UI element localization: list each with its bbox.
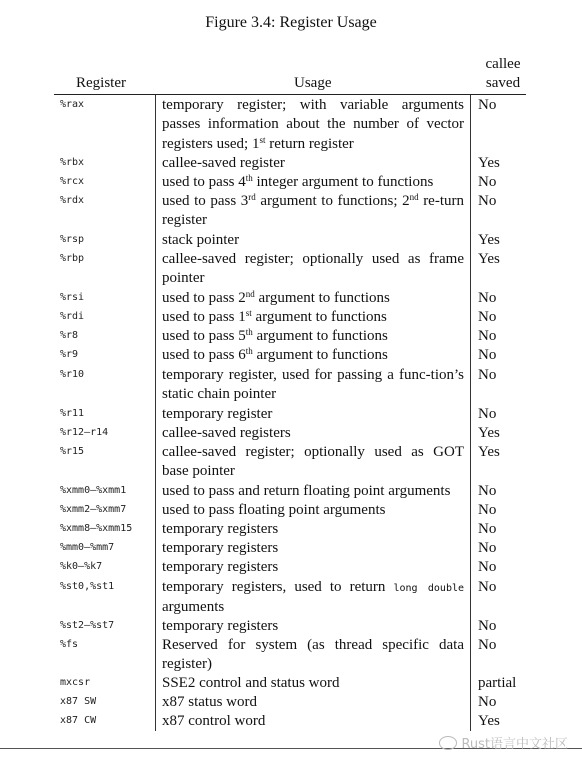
usage-text: used to pass 1 <box>162 309 246 325</box>
usage-text: Reserved for system (as thread specific data register) <box>162 637 464 673</box>
usage-text: used to pass 3 <box>162 193 249 209</box>
usage-text: callee-saved registers <box>162 425 291 441</box>
callee-saved-value: No <box>478 290 497 306</box>
callee-saved-value: No <box>478 406 497 422</box>
ordinal-superscript: rd <box>248 192 256 202</box>
usage-text: argument to functions <box>252 328 388 344</box>
register-usage <box>162 443 464 482</box>
callee-saved-value: No <box>478 502 497 518</box>
usage-text: SSE2 control and status word <box>162 675 340 691</box>
register-usage <box>162 539 464 558</box>
register-usage <box>162 346 464 365</box>
register-usage <box>162 96 464 154</box>
register-name: x87 CW <box>60 715 97 726</box>
register-usage <box>162 617 464 636</box>
usage-text: re-turn register <box>162 193 464 229</box>
table-top-rule <box>54 94 526 95</box>
callee-saved-value: Yes <box>478 155 500 171</box>
callee-saved-value: No <box>478 193 497 209</box>
usage-text: temporary register, used for passing a func-tion’s static chain pointer <box>162 367 464 403</box>
usage-text: argument to functions; 2 <box>255 193 410 209</box>
callee-saved-value: No <box>478 694 497 710</box>
callee-saved-value: Yes <box>478 232 500 248</box>
register-name: %rcx <box>60 176 85 187</box>
ordinal-superscript: st <box>245 308 252 318</box>
register-name: %r10 <box>60 369 85 380</box>
callee-saved-value: No <box>478 618 497 634</box>
register-name: %rdx <box>60 195 85 206</box>
register-name: %r11 <box>60 408 85 419</box>
callee-saved-value: No <box>478 559 497 575</box>
register-name: x87 SW <box>60 696 97 707</box>
usage-text: integer argument to functions <box>252 174 434 190</box>
usage-text: argument to functions <box>254 290 390 306</box>
register-usage <box>162 674 464 693</box>
usage-text: callee-saved register; optionally used as frame pointer <box>162 251 464 287</box>
usage-text: temporary registers <box>162 540 279 556</box>
register-name: %r8 <box>60 330 79 341</box>
callee-saved-value: Yes <box>478 444 500 460</box>
callee-saved-value: No <box>478 97 497 113</box>
callee-saved-value: No <box>478 579 497 595</box>
callee-saved-value: No <box>478 309 497 325</box>
usage-text: x87 control word <box>162 713 266 729</box>
register-usage <box>162 520 464 539</box>
register-name: %rax <box>60 99 85 110</box>
usage-text: callee-saved register; optionally used as GOT base pointer <box>162 444 464 480</box>
ordinal-superscript: th <box>245 327 253 337</box>
register-usage <box>162 250 464 289</box>
usage-text: used to pass floating point arguments <box>162 502 386 518</box>
header-callee-saved <box>477 55 529 93</box>
ordinal-superscript: th <box>245 173 253 183</box>
register-name: %r12–r14 <box>60 427 109 438</box>
usage-text: used to pass 2 <box>162 290 246 306</box>
register-name: %rsi <box>60 292 85 303</box>
register-usage <box>162 482 464 501</box>
watermark <box>439 733 568 752</box>
usage-text: temporary register; with variable arguments passes information about the number of vector registers used; 1 <box>162 97 464 152</box>
callee-saved-value: No <box>478 174 497 190</box>
register-name: %r9 <box>60 349 79 360</box>
register-name: %rbp <box>60 253 85 264</box>
figure-title: Figure 3.4: Register Usage <box>205 14 377 31</box>
register-name: %k0–%k7 <box>60 561 103 572</box>
header-callee-line2: saved <box>485 75 521 91</box>
code-text: long double <box>393 583 464 594</box>
callee-saved-value: No <box>478 521 497 537</box>
register-name: %rdi <box>60 311 85 322</box>
register-usage <box>162 712 464 731</box>
usage-text: temporary register <box>162 406 273 422</box>
usage-text: temporary registers <box>162 521 279 537</box>
usage-text: temporary registers <box>162 618 279 634</box>
register-usage <box>162 636 464 675</box>
register-name: %st2–%st7 <box>60 620 115 631</box>
watermark-text: Rust语言中文社区 <box>461 737 568 752</box>
callee-saved-value: partial <box>478 675 517 691</box>
callee-saved-value: Yes <box>478 425 500 441</box>
callee-saved-value: No <box>478 637 497 653</box>
header-usage: Usage <box>294 75 332 91</box>
usage-text: stack pointer <box>162 232 240 248</box>
usage-text: temporary registers <box>162 559 279 575</box>
register-usage <box>162 501 464 520</box>
register-usage <box>162 558 464 577</box>
register-name: %xmm0–%xmm1 <box>60 485 127 496</box>
register-name: %xmm8–%xmm15 <box>60 523 133 534</box>
register-usage <box>162 308 464 327</box>
column-divider-left <box>155 95 156 731</box>
ordinal-superscript: st <box>259 134 266 145</box>
callee-saved-value: No <box>478 483 497 499</box>
register-name: %rsp <box>60 234 85 245</box>
header-callee-line1: callee <box>485 56 521 72</box>
register-usage <box>162 192 464 231</box>
register-usage <box>162 405 464 424</box>
register-usage <box>162 173 464 192</box>
usage-text: return register <box>265 135 354 152</box>
usage-text: used to pass and return floating point arguments <box>162 483 451 499</box>
ordinal-superscript: th <box>245 346 253 356</box>
usage-text: used to pass 6 <box>162 347 246 363</box>
register-usage <box>162 327 464 346</box>
register-name: mxcsr <box>60 677 91 688</box>
register-name: %mm0–%mm7 <box>60 542 115 553</box>
usage-text: x87 status word <box>162 694 257 710</box>
callee-saved-value: No <box>478 347 497 363</box>
register-name: %st0,%st1 <box>60 581 115 592</box>
register-usage <box>162 424 464 443</box>
register-name: %rbx <box>60 157 85 168</box>
register-name: %r15 <box>60 446 85 457</box>
usage-text: arguments <box>162 599 225 616</box>
callee-saved-value: No <box>478 367 497 383</box>
callee-saved-value: Yes <box>478 251 500 267</box>
header-register: Register <box>76 75 126 91</box>
register-usage <box>162 154 464 173</box>
register-usage <box>162 231 464 250</box>
usage-text: used to pass 5 <box>162 328 246 344</box>
register-usage <box>162 578 464 618</box>
register-usage <box>162 693 464 712</box>
usage-text: callee-saved register <box>162 155 285 171</box>
register-name: %xmm2–%xmm7 <box>60 504 127 515</box>
register-usage <box>162 366 464 405</box>
callee-saved-value: No <box>478 328 497 344</box>
register-usage <box>162 289 464 308</box>
callee-saved-value: Yes <box>478 713 500 729</box>
callee-saved-value: No <box>478 540 497 556</box>
chat-bubble-icon <box>439 736 457 750</box>
ordinal-superscript: nd <box>245 289 255 299</box>
column-divider-right <box>470 95 471 731</box>
usage-text: argument to functions <box>252 347 388 363</box>
usage-text: temporary registers, used to return <box>162 579 394 595</box>
usage-text: used to pass 4 <box>162 174 246 190</box>
register-name: %fs <box>60 639 79 650</box>
usage-text: argument to functions <box>251 309 387 325</box>
ordinal-superscript: nd <box>409 192 419 202</box>
